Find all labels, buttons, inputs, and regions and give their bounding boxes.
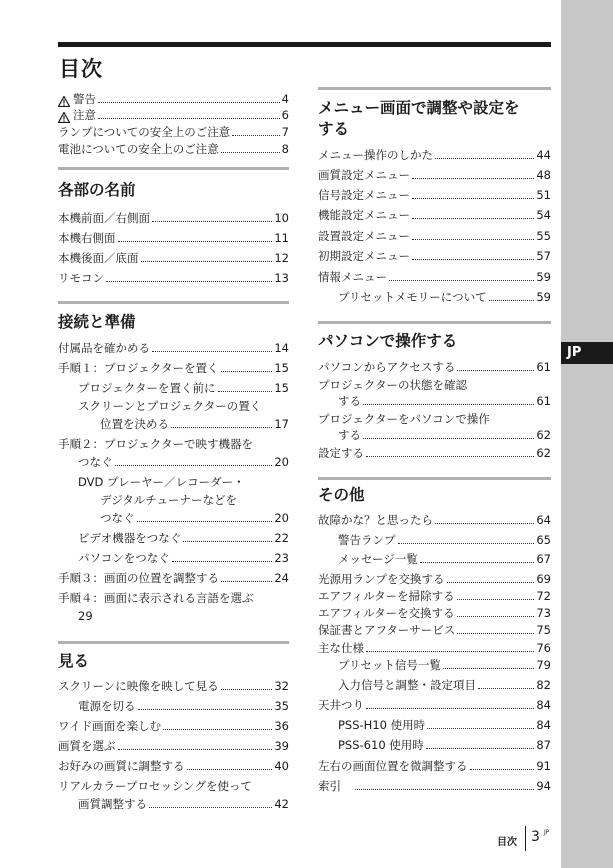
section-title-pc: パソコンで操作する [318,332,458,350]
toc-entry-page: 59 [536,270,551,284]
toc-entry-label: ランプについての安全上のご注意 [58,125,231,139]
footer-section-label: 目次 [497,837,517,848]
toc-entry-label: 警告 [73,92,96,106]
toc-entry[interactable] [58,341,289,356]
toc-entry[interactable] [338,678,551,693]
toc-entry-page: 82 [536,678,551,692]
toc-entry-label: 本機後面／底面 [58,251,139,265]
toc-entry-page: 6 [281,108,289,122]
toc-entry[interactable] [318,229,551,244]
toc-entry-page: 42 [274,797,289,811]
toc-entry-label: 本機右側面 [58,231,116,245]
toc-entry-label: 初期設定メニュー [318,249,410,263]
toc-entry[interactable] [318,606,551,621]
toc-entry[interactable] [58,251,289,266]
section-title-setup: 接続と準備 [58,313,136,331]
toc-entry-label: 天井つり [318,698,364,712]
toc-entry-page: 13 [274,271,289,285]
toc-entry[interactable] [318,446,551,461]
section-title-parts: 各部の名前 [58,181,136,199]
toc-entry[interactable] [58,231,289,246]
toc-entry-page: 8 [281,142,289,156]
toc-entry-page: 94 [536,779,551,793]
toc-entry-label: 情報メニュー [318,270,387,284]
toc-entry-label: ビデオ機器をつなぐ [78,531,182,545]
toc-entry-page: 57 [536,249,551,263]
section-title-other: その他 [318,486,365,504]
toc-entry-page: 84 [536,718,551,732]
toc-entry[interactable] [318,572,551,587]
section-rule [58,301,289,304]
toc-entry-label: 警告ランプ [338,533,396,547]
toc-entry[interactable] [338,552,551,567]
toc-entry-label: エアフィルターを交換する [318,606,455,620]
toc-entry[interactable] [338,533,551,548]
toc-entry[interactable] [318,698,551,713]
side-tab [561,0,613,868]
section-title-menu: メニュー画面で調整や設定を [318,99,520,117]
toc-entry-label: 電源を切る [78,699,136,713]
toc-entry-page: 12 [274,251,289,265]
toc-entry-label: 画質を選ぶ [58,739,116,753]
toc-entry-page: 51 [536,188,551,202]
toc-entry[interactable] [318,513,551,528]
toc-entry-label: メニュー操作のしかた [318,148,433,162]
toc-entry[interactable] [338,394,551,409]
toc-entry-page: 36 [274,719,289,733]
title-rule [58,42,551,47]
toc-entry[interactable] [100,417,289,432]
toc-entry[interactable] [318,168,551,183]
page-number-suffix: JP [544,829,550,836]
toc-entry-page: 40 [274,759,289,773]
toc-entry[interactable] [318,641,551,656]
toc-entry[interactable] [318,188,551,203]
toc-entry-page: 7 [281,125,289,139]
toc-entry-label[interactable]: プロジェクターをパソコンで操作 [318,412,490,426]
toc-entry-label: 注意 [73,108,96,122]
toc-entry-label: 設定する [318,446,364,460]
toc-entry-label[interactable]: プロジェクターの状態を確認 [318,378,468,392]
toc-entry[interactable] [58,759,289,774]
toc-entry-page: 10 [274,211,289,225]
toc-entry-label: 主な仕様 [318,641,364,655]
toc-entry-label: 画質調整する [78,797,147,811]
toc-entry-page: 62 [536,428,551,442]
toc-entry[interactable] [78,699,289,714]
toc-entry[interactable] [338,658,551,673]
toc-entry-page: 62 [536,446,551,460]
toc-entry-label: パソコンをつなぐ [78,551,170,565]
toc-entry-label: 付属品を確かめる [58,341,150,355]
toc-entry-page: 17 [274,417,289,431]
toc-entry-page: 15 [274,381,289,395]
toc-entry-page: 14 [274,341,289,355]
toc-entry-page: 44 [536,148,551,162]
toc-entry[interactable] [318,208,551,223]
toc-entry[interactable] [338,718,551,733]
toc-entry-label: つなぐ [100,511,135,525]
toc-entry-label: 保証書とアフターサービス [318,623,456,637]
toc-entry-label: 入力信号と調整・設定項目 [338,678,476,692]
toc-entry[interactable] [318,148,551,163]
toc-entry-page: 75 [536,623,551,637]
toc-entry-page: 73 [536,606,551,620]
toc-entry-label[interactable]: リアルカラープロセッシングを使って [58,779,252,793]
toc-entry-label: 左右の画面位置を微調整する [318,759,468,773]
footer-divider [525,826,526,851]
toc-entry-page: 54 [536,208,551,222]
toc-entry-page: 72 [536,589,551,603]
toc-entry-page: 87 [536,738,551,752]
section-rule [318,321,551,324]
toc-entry[interactable] [78,381,289,396]
toc-entry-page: 91 [536,759,551,773]
section-rule [58,641,289,644]
toc-entry-label: 画質設定メニュー [318,168,410,182]
toc-entry-label: メッセージ一覧 [338,552,418,566]
language-badge: JP [561,342,613,364]
toc-entry-label: パソコンからアクセスする [318,360,456,374]
toc-entry-label: ワイド画面を楽しむ [58,719,162,733]
toc-entry[interactable] [58,679,289,694]
toc-entry-label: プリセット信号一覧 [338,658,441,672]
toc-entry[interactable] [338,428,551,443]
toc-entry[interactable] [78,797,289,812]
toc-entry-label[interactable]: スクリーンとプロジェクターの置く [78,399,262,413]
toc-entry-label: 手順１：プロジェクターを置く [58,361,219,375]
toc-entry[interactable] [78,551,289,566]
toc-entry-label[interactable]: DVD プレーヤー／レコーダー・ [78,475,245,489]
toc-entry-page: 11 [274,231,289,245]
toc-entry[interactable] [318,249,551,264]
toc-entry-page: 22 [274,531,289,545]
toc-entry-page: 48 [536,168,551,182]
toc-entry-label: 光源用ランプを交換する [318,572,445,586]
toc-entry[interactable] [58,571,289,586]
toc-entry-page: 39 [274,739,289,753]
toc-entry-caution[interactable] [58,108,289,123]
toc-entry[interactable] [58,211,289,226]
toc-entry-label: 位置を決める [100,417,169,431]
toc-entry-label[interactable]: 手順２：プロジェクターで映す機器を [58,437,254,451]
toc-entry-page: 84 [536,698,551,712]
toc-entry-label: プリセットメモリーについて [338,290,487,304]
toc-entry-page: 59 [536,290,551,304]
toc-entry-label: 設置設定メニュー [318,229,410,243]
toc-entry-lamp-safety[interactable] [58,125,289,140]
section-title-view: 見る [58,652,90,670]
toc-entry-label: 手順３：画面の位置を調整する [58,571,219,585]
toc-entry-page: 23 [274,551,289,565]
toc-entry[interactable] [338,290,551,305]
toc-entry-label: 本機前面／右側面 [58,211,150,225]
section-rule [318,477,551,480]
toc-entry-page: 69 [536,572,551,586]
toc-entry-label: 機能設定メニュー [318,208,410,222]
toc-entry-warning[interactable] [58,92,289,107]
toc-entry[interactable] [58,719,289,734]
toc-entry[interactable] [58,271,289,286]
section-title-menu-cont: する [318,120,350,138]
toc-entry-label: 故障かな？と思ったら [318,513,433,527]
toc-entry-label: プロジェクターを置く前に [78,381,216,395]
toc-entry-label: する [338,394,361,408]
toc-entry-label: PSS-H10 使用時 [338,718,426,732]
toc-entry-label: エアフィルターを掃除する [318,589,455,603]
toc-entry[interactable] [58,739,289,754]
page-title: 目次 [59,57,103,81]
toc-entry-label: PSS-610 使用時 [338,738,424,752]
toc-entry[interactable] [58,361,289,376]
toc-entry[interactable] [100,511,289,526]
toc-entry-page: 76 [536,641,551,655]
toc-entry-label: リモコン [58,271,104,285]
toc-entry[interactable] [318,759,551,774]
toc-entry[interactable] [318,623,551,638]
warning-triangle-icon [58,96,70,107]
toc-entry[interactable] [338,738,551,753]
toc-entry-page: 15 [274,361,289,375]
toc-entry-page: 67 [536,552,551,566]
page-number: 3 [531,829,540,845]
toc-entry-page[interactable]: 29 [78,609,93,623]
toc-entry-label: スクリーンに映像を映して見る [58,679,219,693]
toc-entry-label: 索引 [318,779,341,793]
toc-entry-page: 79 [536,658,551,672]
toc-entry-page: 61 [536,394,551,408]
section-rule [58,167,289,170]
toc-entry-label: つなぐ [78,455,113,469]
toc-entry-battery-safety[interactable] [58,142,289,157]
toc-entry[interactable] [318,270,551,285]
toc-entry-page: 61 [536,360,551,374]
toc-entry[interactable] [78,531,289,546]
toc-entry-page: 65 [536,533,551,547]
toc-entry[interactable] [318,360,551,375]
toc-entry-page: 24 [274,571,289,585]
toc-entry-label: 電池についての安全上のご注意 [58,142,219,156]
toc-entry-page: 35 [274,699,289,713]
section-rule [318,87,551,90]
toc-entry-label[interactable]: デジタルチューナーなどを [100,493,237,507]
toc-entry-page: 20 [274,455,289,469]
toc-entry-label: 信号設定メニュー [318,188,410,202]
toc-entry-page: 64 [536,513,551,527]
toc-entry-page: 32 [274,679,289,693]
toc-entry[interactable] [78,455,289,470]
toc-entry-page: 20 [274,511,289,525]
toc-entry-page: 4 [281,92,289,106]
toc-entry-label: する [338,428,361,442]
toc-entry-label[interactable]: 手順４：画面に表示される言語を選ぶ [58,591,254,605]
toc-entry[interactable] [318,589,551,604]
toc-entry-label: お好みの画質に調整する [58,759,185,773]
toc-entry[interactable] [318,779,551,794]
toc-entry-page: 55 [536,229,551,243]
warning-triangle-icon [58,112,70,123]
